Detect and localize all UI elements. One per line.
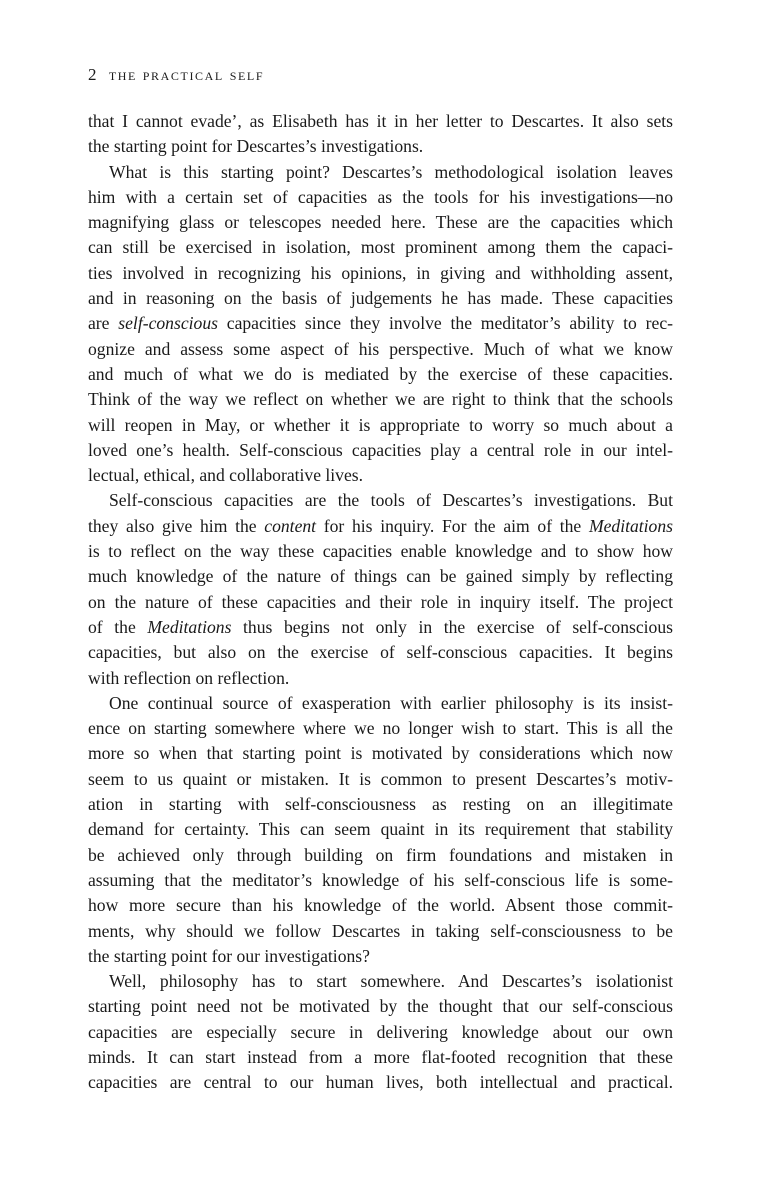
text-segment: What is this starting point? Descartes’s methodological isolation leaves	[109, 161, 673, 182]
text-line	[88, 564, 673, 589]
text-segment: that I cannot evade’, as Elisabeth has it in her letter to Descartes. It also sets	[88, 111, 673, 131]
text-segment: demand for certainty. This can seem quaint in its requirement that stability	[88, 819, 673, 840]
text-line	[88, 767, 673, 792]
text-line	[88, 1045, 673, 1070]
text-line	[88, 893, 673, 918]
text-segment: is to reflect on the way these capacities enable knowledge and to show how	[88, 541, 673, 562]
text-line	[88, 919, 673, 944]
text-segment: ties involved in recognizing his opinions, in giving and withholding assent,	[88, 262, 673, 283]
text-segment: and much of what we do is mediated by the exercise of these capacities.	[88, 363, 673, 384]
text-line	[88, 387, 673, 412]
text-segment: capacities since they involve the meditator’s ability to rec-	[217, 313, 673, 334]
text-line	[88, 488, 673, 513]
text-line	[88, 666, 673, 691]
text-line	[88, 413, 673, 438]
text-line	[88, 438, 673, 463]
text-segment: be achieved only through building on firm foundations and mistaken in	[88, 844, 673, 865]
text-line	[88, 994, 673, 1019]
text-segment: the starting point for our investigations?	[88, 945, 370, 966]
text-segment: for his inquiry. For the aim of the	[316, 515, 589, 536]
text-line	[88, 1020, 673, 1045]
text-line	[88, 843, 673, 868]
text-segment: lectual, ethical, and collaborative lives.	[88, 465, 364, 486]
text-segment: loved one’s health. Self-conscious capacities play a central role in our intel-	[88, 439, 673, 460]
text-line	[88, 716, 673, 741]
text-segment: capacities, but also on the exercise of self-conscious capacities. It begins	[88, 642, 673, 663]
running-head	[88, 64, 264, 86]
italic-text: content	[264, 515, 317, 536]
text-line	[88, 741, 673, 766]
text-segment: Think of the way we reflect on whether we are right to think that the schools	[88, 389, 673, 410]
text-line	[88, 337, 673, 362]
text-segment: capacities are especially secure in delivering knowledge about our own	[88, 1021, 673, 1042]
text-segment: will reopen in May, or whether it is appropriate to worry so much about a	[88, 414, 673, 435]
text-line	[88, 868, 673, 893]
text-segment: with reflection on reflection.	[88, 667, 290, 688]
text-segment: Well, philosophy has to start somewhere. And Descartes’s isolationist	[109, 971, 673, 992]
text-segment: ognize and assess some aspect of his perspective. Much of what we know	[88, 338, 673, 359]
text-segment: they also give him the	[88, 515, 265, 536]
paragraph	[88, 488, 673, 690]
text-line	[88, 969, 673, 994]
text-line	[88, 792, 673, 817]
text-line	[88, 944, 673, 969]
text-segment: him with a certain set of capacities as the tools for his investigations—no	[88, 186, 673, 207]
text-segment: are	[88, 313, 119, 334]
text-segment: and in reasoning on the basis of judgements he has made. These capacities	[88, 288, 673, 309]
text-segment: ments, why should we follow Descartes in taking self-consciousness to be	[88, 920, 673, 941]
text-line	[88, 160, 673, 185]
paragraph	[88, 691, 673, 969]
paragraph	[88, 109, 673, 160]
text-line	[88, 109, 673, 134]
italic-text: self-conscious	[118, 313, 218, 334]
body-text	[88, 109, 673, 1096]
text-line	[88, 1070, 673, 1095]
text-segment: how more secure than his knowledge of the world. Absent those commit-	[88, 895, 673, 916]
text-line	[88, 134, 673, 159]
text-line	[88, 463, 673, 488]
text-segment: more so when that starting point is motivated by considerations which now	[88, 743, 673, 764]
text-line	[88, 185, 673, 210]
text-line	[88, 235, 673, 260]
text-segment: minds. It can start instead from a more flat-footed recognition that these	[88, 1046, 673, 1067]
text-segment: seem to us quaint or mistaken. It is common to present Descartes’s motiv-	[88, 768, 673, 789]
text-line	[88, 691, 673, 716]
text-segment: One continual source of exasperation with earlier philosophy is its insist-	[109, 692, 673, 713]
page-number: 2	[88, 65, 97, 84]
text-line	[88, 539, 673, 564]
text-line	[88, 286, 673, 311]
text-line	[88, 261, 673, 286]
running-head-title: the practical self	[108, 65, 265, 84]
text-line	[88, 311, 673, 336]
text-line	[88, 590, 673, 615]
text-segment: capacities are central to our human lives, both intellectual and practical.	[88, 1072, 673, 1093]
text-line	[88, 514, 673, 539]
text-line	[88, 210, 673, 235]
text-segment: the starting point for Descartes’s investigations.	[88, 136, 424, 157]
text-segment: much knowledge of the nature of things can be gained simply by reflecting	[88, 566, 673, 587]
text-segment: can still be exercised in isolation, most prominent among them the capaci-	[88, 237, 673, 258]
text-segment: of the	[88, 616, 148, 637]
italic-text: Meditations	[147, 616, 232, 637]
italic-text: Meditations	[588, 515, 673, 536]
text-segment: thus begins not only in the exercise of self-conscious	[231, 616, 673, 637]
text-segment: on the nature of these capacities and their role in inquiry itself. The project	[88, 591, 673, 612]
text-segment: ation in starting with self-consciousness as resting on an illegitimate	[88, 794, 673, 815]
text-segment: Self-conscious capacities are the tools of Descartes’s investigations. But	[109, 490, 673, 511]
text-segment: ence on starting somewhere where we no longer wish to start. This is all the	[88, 718, 673, 739]
text-line	[88, 640, 673, 665]
text-segment: assuming that the meditator’s knowledge of his self-conscious life is some-	[88, 869, 673, 890]
paragraph	[88, 969, 673, 1095]
text-line	[88, 615, 673, 640]
text-line	[88, 817, 673, 842]
text-segment: starting point need not be motivated by the thought that our self-conscious	[88, 996, 673, 1017]
text-segment: magnifying glass or telescopes needed here. These are the capacities which	[88, 212, 673, 233]
text-line	[88, 362, 673, 387]
paragraph	[88, 160, 673, 489]
